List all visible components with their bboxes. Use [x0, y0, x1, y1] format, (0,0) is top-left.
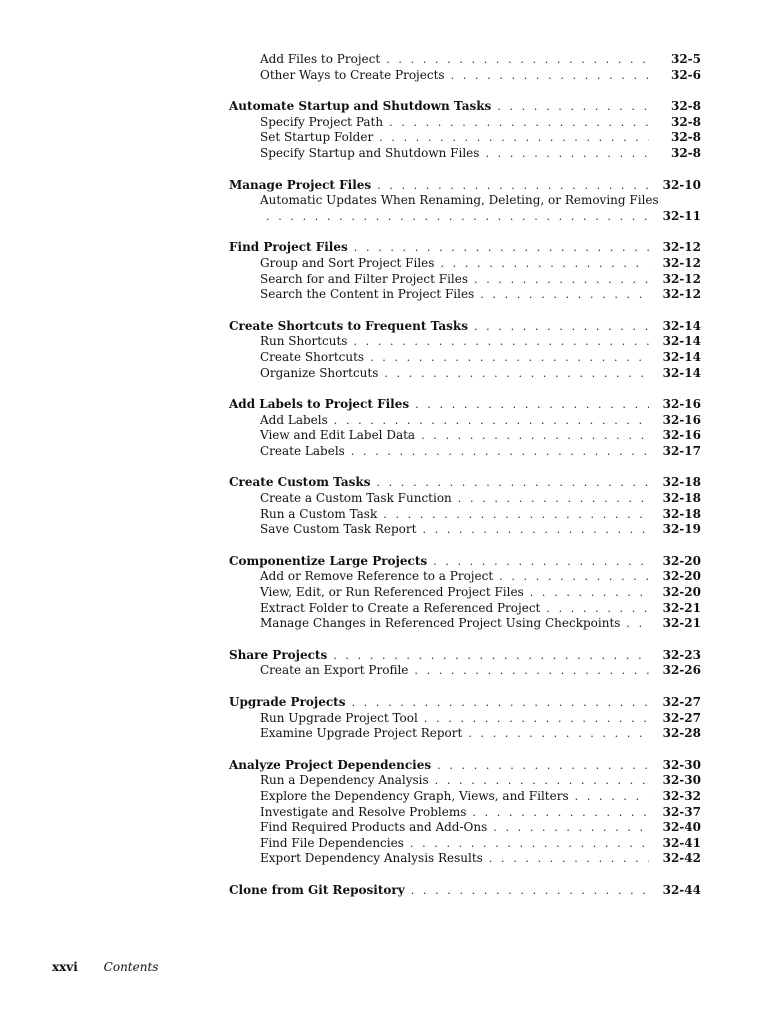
toc-entry-title: Run Shortcuts — [260, 334, 348, 349]
toc-subentry[interactable] — [229, 851, 701, 867]
toc-page-number: 32-19 — [662, 522, 701, 537]
toc-page-number: 32-37 — [662, 804, 701, 819]
dot-leader — [472, 805, 649, 821]
toc-entry-title: Run a Dependency Analysis — [260, 773, 429, 788]
toc-section-entry[interactable] — [229, 554, 701, 570]
dot-leader — [354, 240, 649, 256]
toc-entry-title: Automatic Updates When Renaming, Deleting, or Removing Files — [260, 193, 659, 208]
toc-page-number: 32-14 — [662, 334, 701, 349]
toc-section-entry[interactable] — [229, 758, 701, 774]
toc-entry-title: Explore the Dependency Graph, Views, and Filters — [260, 788, 569, 803]
toc-entry-title: View, Edit, or Run Referenced Project Files — [260, 585, 524, 600]
toc-section-entry[interactable] — [229, 319, 701, 335]
dot-leader — [530, 585, 649, 601]
dot-leader — [386, 52, 649, 68]
toc-entry-title: Set Startup Folder — [260, 130, 374, 145]
toc-subentry[interactable] — [229, 789, 701, 805]
toc-page-number: 32-5 — [670, 52, 701, 66]
toc-subentry[interactable] — [229, 836, 701, 852]
toc-entry-title: Create Shortcuts to Frequent Tasks — [229, 318, 468, 333]
toc-page-number: 32-20 — [662, 569, 701, 584]
dot-leader — [353, 334, 649, 350]
dot-leader — [433, 554, 649, 570]
toc-subentry[interactable] — [229, 209, 701, 225]
toc-page-number: 32-12 — [662, 271, 701, 286]
section-gap — [229, 742, 701, 758]
table-of-contents — [229, 52, 701, 899]
toc-subentry[interactable] — [229, 130, 701, 146]
dot-leader — [440, 256, 649, 272]
toc-entry-title: Share Projects — [229, 647, 328, 662]
toc-section-entry[interactable] — [229, 240, 701, 256]
toc-subentry[interactable] — [229, 52, 701, 68]
section-gap — [229, 867, 701, 883]
toc-page-number: 32-11 — [662, 208, 701, 223]
section-gap — [229, 459, 701, 475]
toc-subentry[interactable] — [229, 413, 701, 429]
dot-leader — [626, 616, 649, 632]
dot-leader — [383, 507, 649, 523]
toc-entry-title: Create Custom Tasks — [229, 475, 371, 490]
toc-page-number: 32-14 — [662, 349, 701, 364]
toc-page-number: 32-20 — [662, 585, 701, 600]
toc-page-number: 32-14 — [662, 365, 701, 380]
dot-leader — [351, 695, 649, 711]
toc-page-number: 32-6 — [670, 67, 701, 82]
dot-leader — [333, 648, 649, 664]
toc-subentry[interactable] — [229, 366, 701, 382]
toc-subentry[interactable] — [229, 287, 701, 303]
toc-entry-title: Other Ways to Create Projects — [260, 67, 445, 82]
toc-subentry[interactable] — [229, 256, 701, 272]
dot-leader — [414, 663, 649, 679]
toc-entry-title: Add or Remove Reference to a Project — [260, 569, 494, 584]
toc-subentry[interactable] — [229, 444, 701, 460]
toc-page-number: 32-12 — [662, 255, 701, 270]
toc-page-number: 32-12 — [662, 240, 701, 255]
toc-page-number: 32-44 — [662, 882, 701, 897]
toc-entry-title: Upgrade Projects — [229, 695, 346, 709]
toc-entry-title: Create Labels — [260, 443, 345, 458]
toc-subentry[interactable] — [229, 663, 701, 679]
toc-section-entry[interactable] — [229, 99, 701, 115]
toc-section-entry[interactable] — [229, 397, 701, 413]
toc-entry-title: Add Labels — [260, 412, 328, 427]
dot-leader — [422, 522, 649, 538]
toc-subentry[interactable] — [229, 507, 701, 523]
toc-page-number: 32-8 — [670, 145, 701, 160]
toc-entry-title: Find Required Products and Add-Ons — [260, 820, 488, 835]
toc-subentry[interactable] — [229, 711, 701, 727]
toc-subentry[interactable] — [229, 193, 701, 209]
dot-leader — [493, 820, 649, 836]
toc-entry-title: Search the Content in Project Files — [260, 287, 475, 302]
toc-subentry[interactable] — [229, 334, 701, 350]
toc-entry-title: Add Labels to Project Files — [229, 397, 410, 412]
section-gap — [229, 303, 701, 319]
toc-subentry[interactable] — [229, 773, 701, 789]
toc-entry-title: Clone from Git Repository — [229, 882, 405, 897]
dot-leader — [334, 413, 649, 429]
dot-leader — [575, 789, 649, 805]
toc-page-number: 32-30 — [662, 757, 701, 772]
toc-page-number: 32-14 — [662, 318, 701, 333]
toc-entry-title: Organize Shortcuts — [260, 365, 379, 380]
toc-subentry[interactable] — [229, 616, 701, 632]
dot-leader — [499, 569, 649, 585]
toc-page-number: 32-8 — [670, 114, 701, 129]
toc-page-number: 32-16 — [662, 428, 701, 443]
toc-subentry[interactable] — [229, 68, 701, 84]
dot-leader — [377, 178, 649, 194]
toc-page-number: 32-17 — [662, 443, 701, 458]
section-gap — [229, 83, 701, 99]
dot-leader — [489, 851, 649, 867]
toc-subentry[interactable] — [229, 272, 701, 288]
dot-leader — [468, 726, 649, 742]
toc-page-number: 32-10 — [662, 177, 701, 192]
dot-leader — [411, 883, 649, 899]
toc-entry-title: Examine Upgrade Project Report — [260, 726, 463, 741]
toc-entry-title: Specify Project Path — [260, 114, 384, 129]
toc-subentry[interactable] — [229, 726, 701, 742]
toc-page-number: 32-18 — [662, 491, 701, 506]
dot-leader — [435, 773, 649, 789]
toc-section-entry[interactable] — [229, 648, 701, 664]
toc-entry-title: Create a Custom Task Function — [260, 491, 452, 506]
toc-section-entry[interactable] — [229, 695, 701, 711]
section-gap — [229, 632, 701, 648]
dot-leader — [474, 319, 649, 335]
toc-subentry[interactable] — [229, 601, 701, 617]
toc-subentry[interactable] — [229, 115, 701, 131]
toc-entry-title: Manage Changes in Referenced Project Using Checkpoints — [260, 616, 621, 631]
toc-section-entry[interactable] — [229, 883, 701, 899]
toc-page-number: 32-18 — [662, 475, 701, 490]
toc-entry-title: Run Upgrade Project Tool — [260, 710, 418, 725]
toc-subentry[interactable] — [229, 820, 701, 836]
toc-page-number: 32-27 — [662, 710, 701, 725]
toc-subentry[interactable] — [229, 350, 701, 366]
toc-section-entry[interactable] — [229, 475, 701, 491]
dot-leader — [389, 115, 649, 131]
toc-entry-title: Create an Export Profile — [260, 663, 409, 678]
toc-page-number: 32-12 — [662, 287, 701, 302]
dot-leader — [379, 130, 649, 146]
toc-entry-title: Investigate and Resolve Problems — [260, 804, 467, 819]
dot-leader — [370, 350, 649, 366]
toc-page-number: 32-28 — [662, 726, 701, 741]
toc-entry-title: Run a Custom Task — [260, 506, 378, 521]
toc-page-number: 32-32 — [662, 788, 701, 803]
toc-page-number: 32-20 — [662, 553, 701, 568]
toc-entry-title: Analyze Project Dependencies — [229, 757, 432, 772]
dot-leader — [424, 711, 649, 727]
dot-leader — [384, 366, 649, 382]
section-gap — [229, 162, 701, 178]
section-gap — [229, 224, 701, 240]
toc-subentry[interactable] — [229, 428, 701, 444]
dot-leader — [437, 758, 649, 774]
dot-leader — [451, 68, 649, 84]
toc-page-number: 32-8 — [670, 99, 701, 114]
dot-leader — [376, 475, 649, 491]
toc-subentry[interactable] — [229, 146, 701, 162]
toc-entry-title: Export Dependency Analysis Results — [260, 851, 483, 866]
toc-entry-title: Search for and Filter Project Files — [260, 271, 469, 286]
toc-page-number: 32-21 — [662, 600, 701, 615]
toc-page-number: 32-27 — [662, 695, 701, 709]
dot-leader — [351, 444, 649, 460]
dot-leader — [421, 428, 649, 444]
toc-page-number: 32-40 — [662, 820, 701, 835]
footer-page-number: xxvi — [52, 960, 78, 974]
toc-subentry[interactable] — [229, 805, 701, 821]
dot-leader — [480, 287, 649, 303]
section-gap — [229, 381, 701, 397]
toc-subentry[interactable] — [229, 585, 701, 601]
toc-page-number: 32-21 — [662, 616, 701, 631]
dot-leader — [458, 491, 649, 507]
toc-entry-title: Group and Sort Project Files — [260, 255, 435, 270]
toc-page-number: 32-8 — [670, 130, 701, 145]
section-gap — [229, 679, 701, 695]
dot-leader — [497, 99, 649, 115]
toc-page-number: 32-16 — [662, 412, 701, 427]
toc-page-number: 32-16 — [662, 397, 701, 412]
toc-page-number: 32-26 — [662, 663, 701, 678]
toc-subentry[interactable] — [229, 491, 701, 507]
dot-leader — [415, 397, 649, 413]
toc-entry-title: View and Edit Label Data — [260, 428, 416, 443]
section-gap — [229, 538, 701, 554]
footer-label: Contents — [103, 960, 159, 974]
toc-page-number: 32-23 — [662, 647, 701, 662]
toc-entry-title: Find File Dependencies — [260, 835, 404, 850]
page-footer — [52, 960, 158, 974]
toc-page-number: 32-41 — [662, 835, 701, 850]
toc-page-number: 32-30 — [662, 773, 701, 788]
toc-entry-title: Extract Folder to Create a Referenced Project — [260, 600, 541, 615]
toc-subentry[interactable] — [229, 569, 701, 585]
toc-entry-title: Create Shortcuts — [260, 349, 365, 364]
dot-leader — [474, 272, 649, 288]
dot-leader — [485, 146, 649, 162]
toc-entry-title: Save Custom Task Report — [260, 522, 417, 537]
toc-entry-title: Specify Startup and Shutdown Files — [260, 145, 480, 160]
dot-leader — [546, 601, 649, 617]
toc-entry-title: Find Project Files — [229, 240, 348, 255]
toc-entry-title: Automate Startup and Shutdown Tasks — [229, 99, 492, 114]
dot-leader — [266, 209, 649, 225]
toc-page-number: 32-18 — [662, 506, 701, 521]
toc-entry-title: Manage Project Files — [229, 177, 372, 192]
toc-page-number: 32-42 — [662, 851, 701, 866]
toc-entry-title: Add Files to Project — [260, 52, 381, 66]
toc-subentry[interactable] — [229, 522, 701, 538]
dot-leader — [410, 836, 649, 852]
toc-section-entry[interactable] — [229, 178, 701, 194]
toc-entry-title: Componentize Large Projects — [229, 553, 428, 568]
